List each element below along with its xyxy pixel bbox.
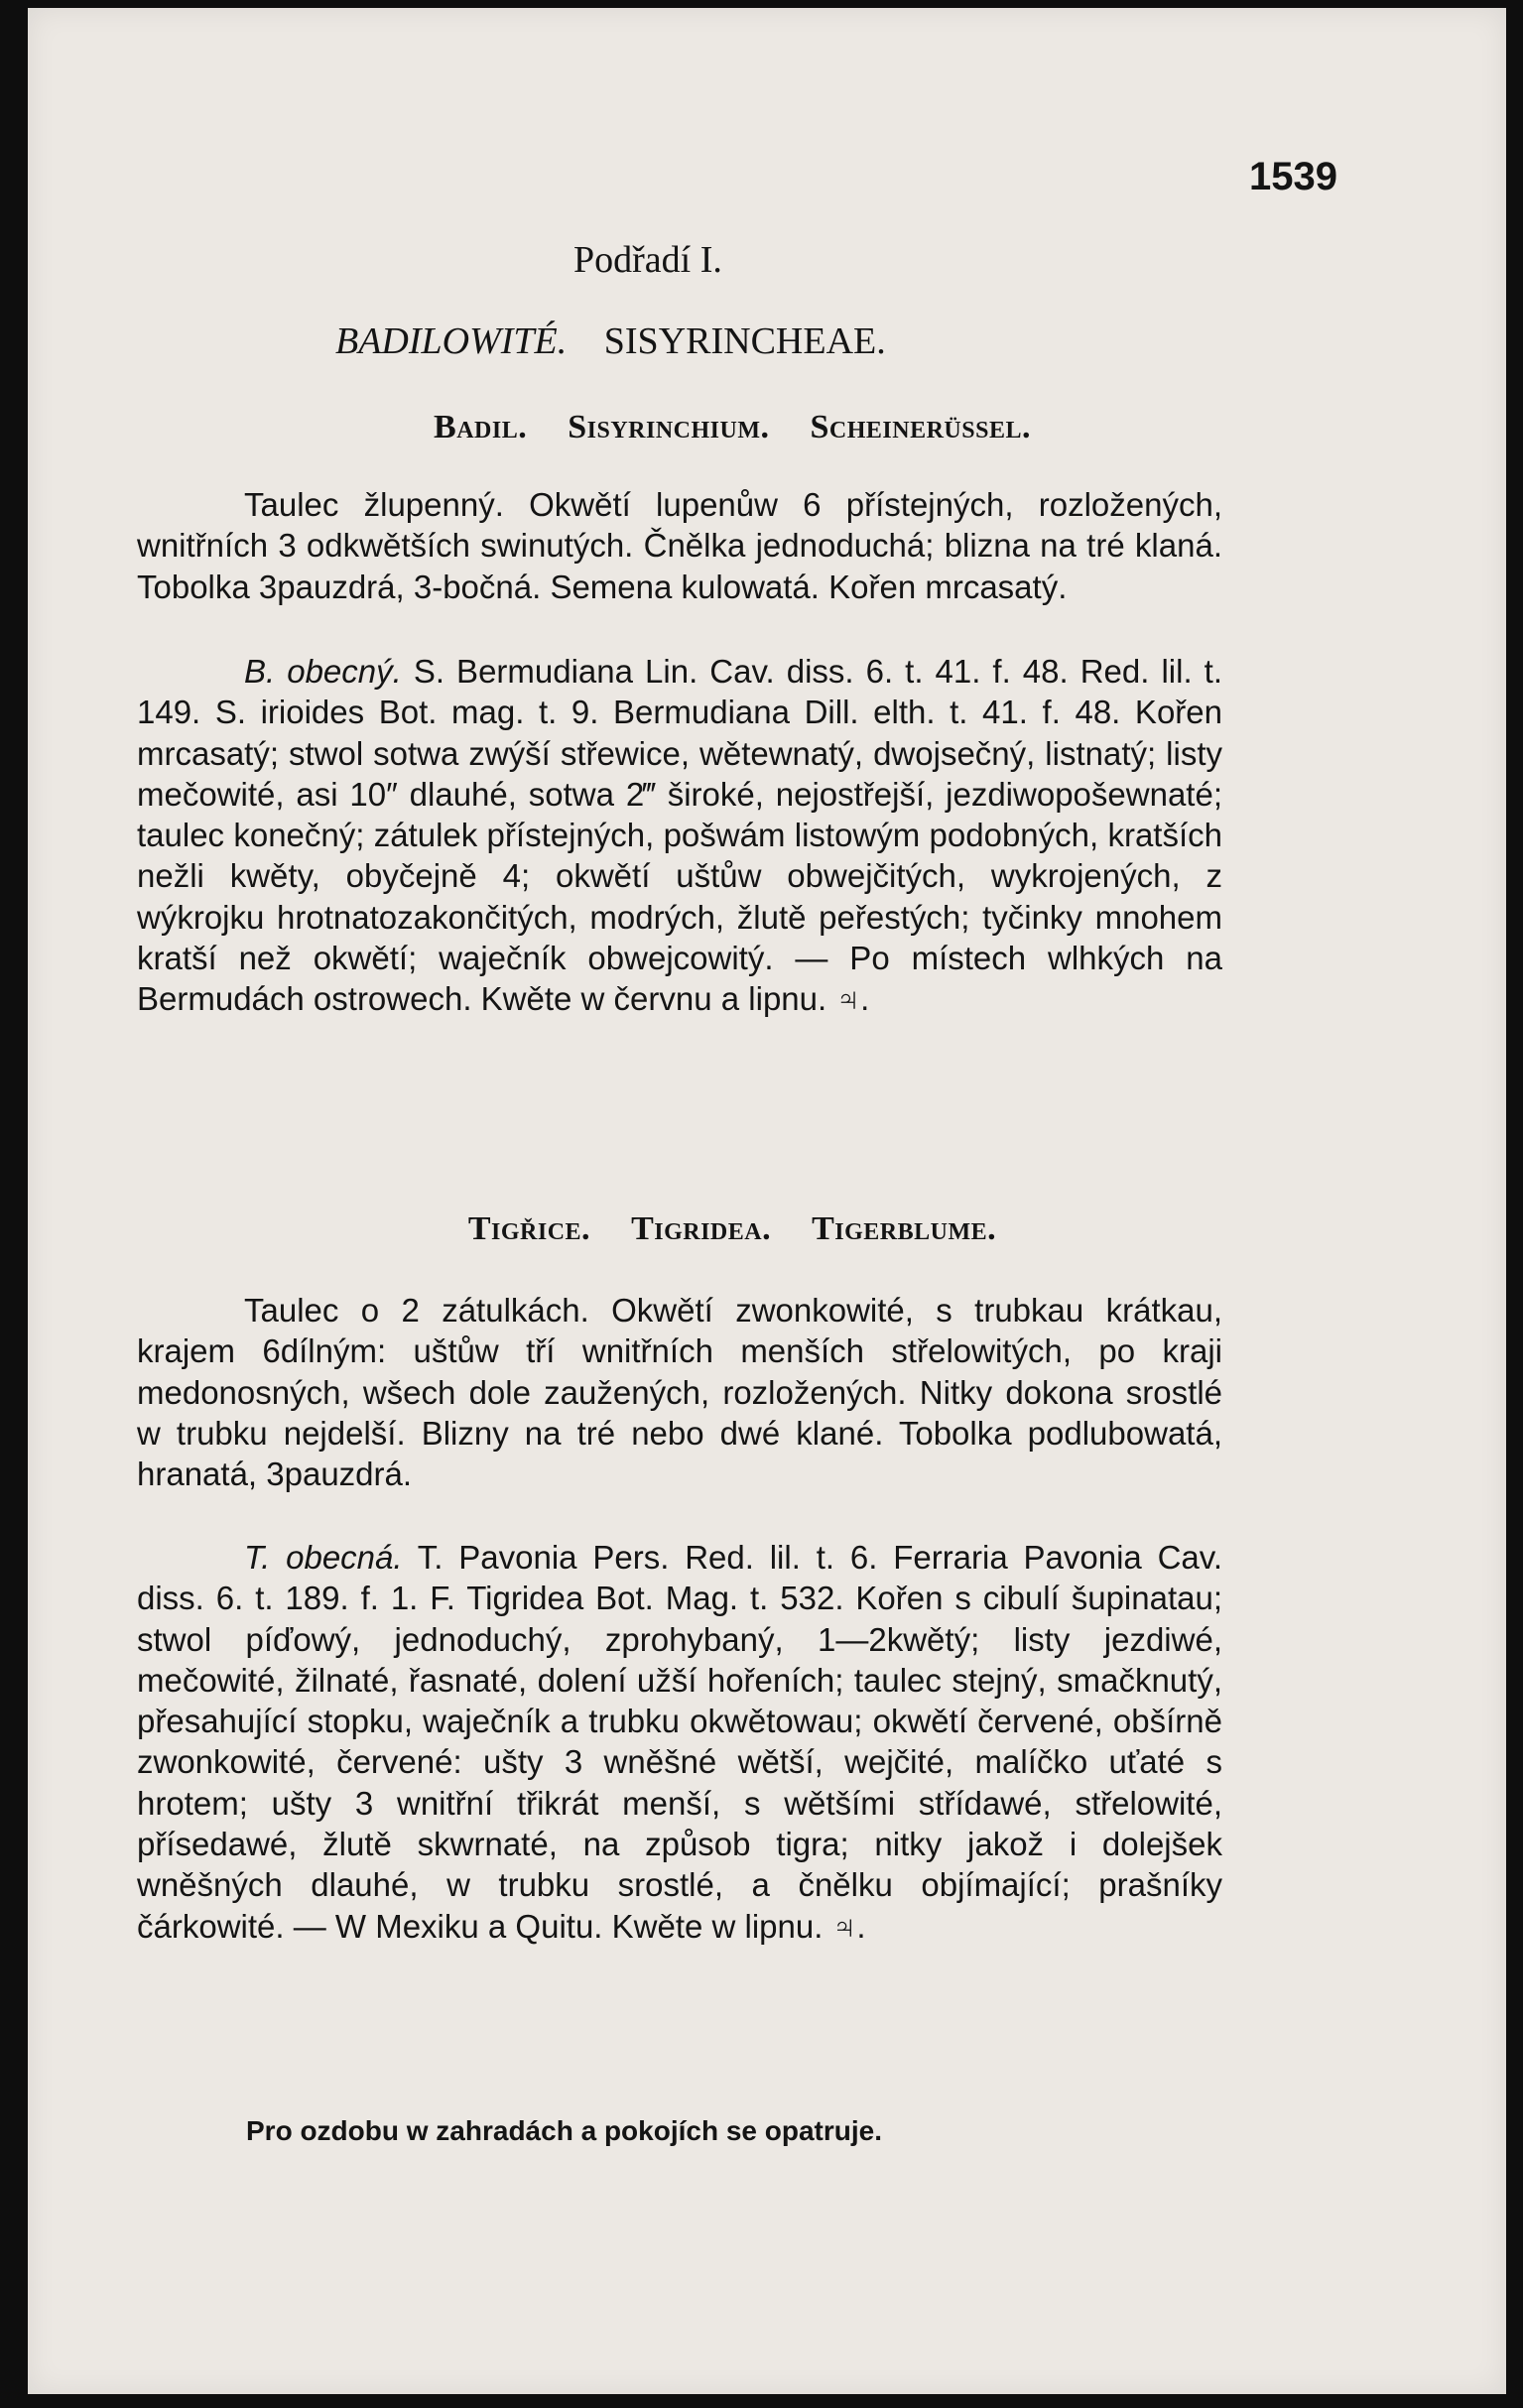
genus-name-czech: Tigřice. [467,1210,591,1247]
cultivation-note: Pro ozdobu w zahradách a pokojích se opatruje. [246,2115,882,2146]
division-heading: Podřadí I. [573,239,722,281]
species-name: B. obecný. [244,653,402,690]
family-name-czech: BADILOWITÉ. [335,320,568,362]
species-text: S. Bermudiana Lin. Cav. diss. 6. t. 41. f. 48. Red. lil. t. 149. S. irioides Bot. mag. t. 9. Bermudiana Dill. elth. t. 41. f. 48. Kořen mrcasatý; stwol sotwa zwýší střewice, wětewnatý, dwojsečný, listnatý; listy mečowité, asi 10″ dlauhé, sotwa 2‴ široké, nejostřejší, jezdiwopošewnaté; taulec konečný; zátulek přístejných, pošwám listowým podobných, kratších nežli kwěty, obyčejně 4; okwětí uštůw obwejčitých, wykrojených, z wýkrojku hrotnatozakončitých, modrých, žlutě peřestých; tyčinky mnohem kratší než okwětí; waječník obwejcowitý. — Po místech wlhkých na Bermudách ostrowech. Kwěte w červnu a lipnu. ♃. [137,653,1222,1018]
genus-name-german: Scheinerüssel. [810,409,1031,445]
species-description-badil [137,651,1222,1020]
genus-name-latin: Tigridea. [631,1210,772,1247]
book-page [28,8,1506,2394]
genus-description-sisyrinchium: Taulec žlupenný. Okwětí lupenůw 6 přístejných, rozložených, wnitřních 3 odkwětších swinutých. Čnělka jednoduchá; blizna na tré klaná. Tobolka 3pauzdrá, 3-bočná. Semena kulowatá. Kořen mrcasatý. [137,486,1222,605]
genus-name-czech: Badil. [434,409,528,445]
family-heading [335,319,886,363]
genus-heading-tigridea [335,1210,1129,1248]
genus-description-tigridea: Taulec o 2 zátulkách. Okwětí zwonkowité, s trubkau krátkau, krajem 6dílným: uštůw tří wnitřních menších střelowitých, po kraji medonosných, wšech dole zaužených, rozložených. Nitky dokona srostlé w trubku nejdelší. Blizny na tré nebo dwé klané. Tobolka podlubowatá, hranatá, 3pauzdrá. [137,1292,1222,1493]
genus-name-latin: Sisyrinchium. [568,409,770,445]
species-name: T. obecná. [244,1539,403,1576]
page-number: 1539 [1249,155,1337,198]
genus-name-german: Tigerblume. [812,1210,997,1247]
genus-heading-sisyrinchium [335,409,1129,446]
species-text: T. Pavonia Pers. Red. lil. t. 6. Ferraria Pavonia Cav. diss. 6. t. 189. f. 1. F. Tigridea Bot. Mag. t. 532. Kořen s cibulí šupinatau; stwol píďowý, jednoduchý, zprohybaný, 1—2kwětý; listy jezdiwé, mečowité, žilnaté, řasnaté, dolení užší hořeních; taulec stejný, smačknutý, přesahující stopku, waječník a trubku okwětowau; okwětí červené, obšírně zwonkowité, červené: ušty 3 wněšné wětší, wejčité, malíčko uťaté s hrotem; ušty 3 wnitřní třikrát menší, s wětšími střídawé, střelowité, přísedawé, žlutě skwrnaté, na způsob tigra; nitky jakož i dolejšek wněšných dlauhé, w trubku srostlé, a čnělku objímající; prašníky čárkowité. — W Mexiku a Quitu. Kwěte w lipnu. ♃. [137,1539,1223,1945]
family-name-latin: SISYRINCHEAE. [603,320,886,362]
species-description-tigrice [137,1537,1222,1947]
